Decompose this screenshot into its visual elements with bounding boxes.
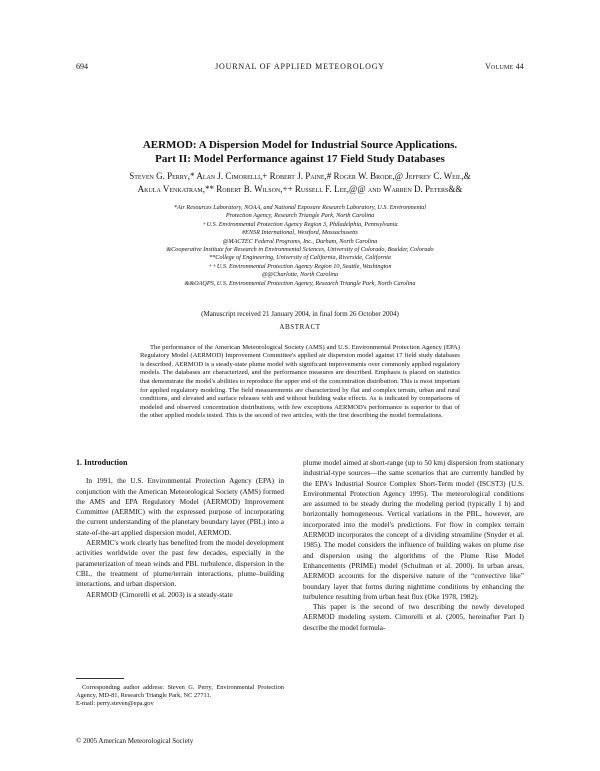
corresponding-email: E-mail: perry.steven@epa.gov (76, 700, 154, 708)
affiliation-line: @@Charlotte, North Carolina (261, 271, 339, 279)
affiliations (100, 204, 500, 288)
abstract-text: The performance of the American Meteorological Society (AMS) and U.S. Environmental Protection Agency (EPA) Regulatory Model (AERMOD) Improvement Committee's applied air dispersion model against 17 field study databases is described. AERMOD is a steady-state plume model with significant improvements over commonly applied regulatory models. The databases are characterized, and the performance measures are described. Emphasis is placed on statistics that demonstrate the model's abilities to reproduce the upper end of the concentration distribution. This is most important for applied regulatory modeling. The field measurements are characterized by flat and complex terrain, urban and rural conditions, and elevated and surface releases with and without building wake effects. As is indicated by comparisons of modeled and observed concentration distributions, with few exceptions AERMOD's performance is superior to that of the other applied models tested. This is the second of two articles, with the first describing the model formulations. (140, 343, 460, 420)
abstract-heading: ABSTRACT (279, 323, 321, 331)
affiliation-line: **College of Engineering, University of California, Riverside, California (209, 254, 391, 262)
affiliation-line: &Cooperative Institute for Research in Environmental Sciences, University of Colorado, Boulder, Colorado (166, 246, 434, 254)
volume-label: Volume 44 (485, 62, 524, 71)
manuscript-dates: (Manuscript received 21 January 2004, in final form 26 October 2004) (201, 310, 399, 318)
affiliation-line: #ENSR International, Westford, Massachusetts (242, 229, 358, 237)
left-column (76, 458, 284, 600)
body-paragraph: AERMOD (Cimorelli et al. 2003) is a steady-state (86, 589, 233, 599)
authors-line-2: Akula Venkatram,** Robert B. Wilson,++ Russell F. Lee,@@ and Warren D. Peters&& (137, 184, 463, 194)
affiliation-line: Protection Agency, Research Triangle Park, North Carolina (225, 212, 375, 220)
corresponding-address: Corresponding author address: Steven G. Perry, Environmental Protection Agency, MD-81, Research Triangle Park, NC 27711. (76, 684, 284, 700)
page-number: 694 (76, 62, 88, 71)
affiliation-line: +U.S. Environmental Protection Agency Region 3, Philadelphia, Pennsylvania (202, 220, 398, 228)
body-paragraph: In 1991, the U.S. Environmental Protection Agency (EPA) in conjunction with the American Meteorological Society (AMS) formed the AMS and EPA Regulatory Model (AERMOD) Improvement Committee (AERMIC) with the expressed purpose of incorporating the current understanding of the planetary boundary layer (PBL) into a state-of-the-art applied dispersion model, AERMOD. (76, 476, 284, 537)
affiliation-line: ++U.S. Environmental Protection Agency Region 10, Seattle, Washington (208, 262, 392, 270)
title-line-2: Part II: Model Performance against 17 Field Study Databases (155, 153, 445, 165)
title-line-1: AERMOD: A Dispersion Model for Industrial Source Applications. (142, 139, 458, 151)
copyright-notice: © 2005 American Meteorological Society (76, 737, 194, 745)
body-paragraph: plume model aimed at short-range (up to 50 km) dispersion from stationary industrial-type sources—the same scenarios that are currently handled by the EPA's Industrial Source Complex Short-Term model (ISCST3) (U.S. Environmental Protection Agency 1995). The meteorological conditions are assumed to be steady during the modeling period (typically 1 h) and horizontally homogeneous. Vertical variations in the PBL, however, are incorporated into the model's predictions. For flow in complex terrain AERMOD incorporates the concept of a dividing streamline (Snyder et al. 1985). The model considers the influence of building wakes on plume rise and dispersion using the algorithms of the Plume Rise Model Enhancements (PRIME) model (Schulman et al. 2000). In urban areas, AERMOD accounts for the dispersive nature of the “convective like” boundary layer that forms during nighttime conditions by enhancing the turbulence resulting from urban heat flux (Oke 1978, 1982). (303, 458, 524, 601)
author-list (76, 170, 524, 196)
section-heading: 1. Introduction (76, 458, 128, 467)
right-column (303, 458, 524, 633)
body-paragraph: AERMIC's work clearly has benefited from the model development activities worldwide over the past few decades, especially in the parameterization of mean winds and PBL turbulence, dispersion in the CBL, the treatment of plume/terrain interactions, plume–building interactions, and urban dispersion. (76, 538, 284, 589)
affiliation-line: &&OAQPS, U.S. Environmental Protection Agency, Research Triangle Park, North Carolina (184, 279, 416, 287)
article-title (76, 138, 524, 166)
running-head (76, 62, 524, 74)
body-paragraph: This paper is the second of two describing the newly developed AERMOD modeling system. Cimorelli et al. (2005, hereinafter Part I) describe the model formula- (303, 602, 524, 632)
affiliation-line: @MACTEC Federal Programs, Inc., Durham, North Carolina (222, 237, 378, 245)
footnote (76, 684, 284, 709)
journal-title: JOURNAL OF APPLIED METEOROLOGY (215, 62, 385, 71)
authors-line-1: Steven G. Perry,* Alan J. Cimorelli,+ Robert J. Paine,# Roger W. Brode,@ Jeffrey C. Weil,& (129, 171, 471, 181)
affiliation-line: *Air Resources Laboratory, NOAA, and National Exposure Research Laboratory, U.S. Environmental (173, 204, 427, 211)
footnote-rule (76, 678, 124, 679)
